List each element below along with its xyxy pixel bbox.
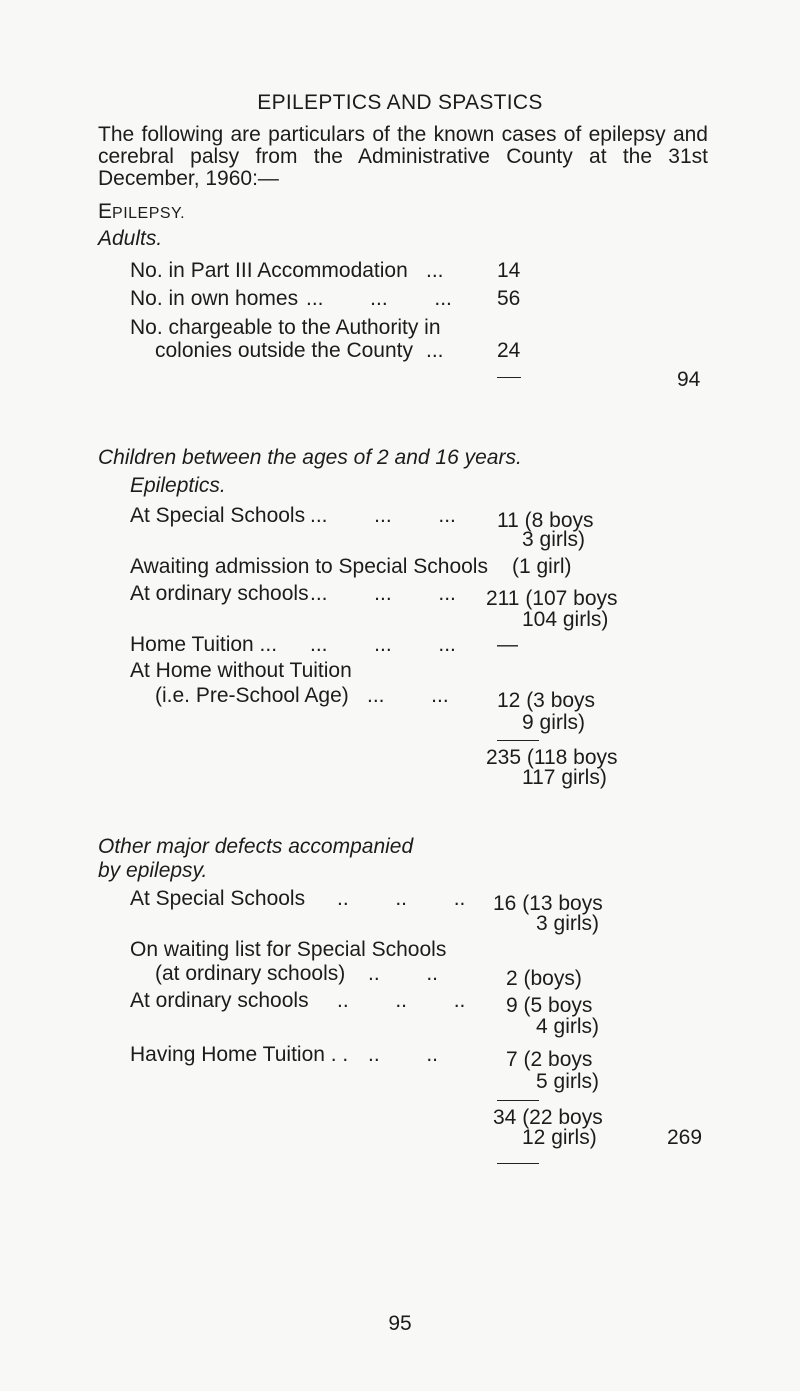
epilepsy-heading-initial: E — [98, 200, 113, 223]
adults-row-value: 14 — [497, 259, 521, 282]
children-row-label-cont: (i.e. Pre-School Age) — [155, 684, 349, 707]
other-row-dots: .. .. .. — [337, 887, 466, 910]
children-row-value: — — [497, 633, 518, 656]
other-row-label-cont: (at ordinary schools) — [155, 962, 346, 985]
children-row-value: 11 (8 boys — [497, 509, 594, 532]
other-row-value-cont: 5 girls) — [536, 1070, 600, 1093]
other-total-cont: 12 girls) — [522, 1126, 597, 1149]
children-row-value: (1 girl) — [512, 555, 572, 578]
children-row-label: At Special Schools — [130, 504, 306, 527]
adults-row-label-cont: colonies outside the County — [155, 339, 413, 362]
children-row-dots: ... ... — [367, 684, 449, 707]
children-row-value: 211 (107 boys — [486, 587, 618, 610]
other-row-value: 2 (boys) — [506, 967, 582, 990]
other-row-label: Having Home Tuition . . — [130, 1043, 349, 1066]
adults-row-value: 56 — [497, 287, 521, 310]
other-row-label: At ordinary schools — [130, 989, 309, 1012]
children-row-label: At Home without Tuition — [130, 659, 352, 682]
other-subtotal-rule — [497, 1100, 539, 1101]
children-row-value-cont: 3 girls) — [522, 528, 586, 551]
children-row-dots: ... ... ... — [310, 504, 456, 527]
page-number: 95 — [388, 1312, 412, 1335]
other-row-label: On waiting list for Special Schools — [130, 938, 447, 961]
other-row-dots: .. .. .. — [337, 989, 466, 1012]
epilepsy-heading — [98, 201, 185, 222]
children-row-dots: ... ... ... — [310, 582, 456, 605]
children-row-value: 12 (3 boys — [497, 689, 596, 712]
other-row-value-cont: 4 girls) — [536, 1015, 600, 1038]
children-row-value-cont: 104 girls) — [522, 608, 609, 631]
children-row-label: Awaiting admission to Special Schools — [130, 555, 488, 578]
adults-subtotal-rule — [497, 377, 521, 378]
other-total: 34 (22 boys — [493, 1106, 603, 1129]
other-row-value: 7 (2 boys — [506, 1048, 593, 1071]
adults-heading: Adults. — [98, 227, 163, 250]
other-row-label: At Special Schools — [130, 887, 306, 910]
other-row-value-cont: 3 girls) — [536, 912, 600, 935]
adults-total: 94 — [677, 368, 701, 391]
children-heading: Children between the ages of 2 and 16 years. — [98, 446, 522, 469]
other-row-dots: .. .. — [368, 962, 439, 985]
children-subtotal-rule — [497, 740, 539, 741]
children-total: 235 (118 boys — [486, 746, 618, 769]
adults-row-label: No. in own homes — [130, 287, 299, 310]
epilepsy-heading-rest: PILEPSY. — [112, 205, 186, 222]
other-row-value: 16 (13 boys — [493, 892, 603, 915]
adults-row-value: 24 — [497, 339, 521, 362]
adults-row-label: No. in Part III Accommodation — [130, 259, 408, 282]
epileptics-subheading: Epileptics. — [130, 474, 226, 497]
other-defects-heading-cont: by epilepsy. — [98, 859, 208, 882]
other-row-dots: .. .. — [368, 1043, 439, 1066]
other-defects-heading: Other major defects accompanied — [98, 835, 414, 858]
adults-row-dots: ... — [426, 339, 444, 362]
children-row-label: At ordinary schools — [130, 582, 309, 605]
intro-paragraph: The following are particulars of the known cases of epilepsy and cerebral palsy from the Administrative County at the 31st December, 1960:— — [98, 123, 708, 190]
page-title: EPILEPTICS AND SPASTICS — [257, 91, 543, 114]
other-row-value: 9 (5 boys — [506, 994, 593, 1017]
grand-total-rule — [497, 1163, 539, 1164]
adults-row-label: No. chargeable to the Authority in — [130, 316, 441, 339]
adults-row-dots: ... ... ... — [306, 287, 452, 310]
children-row-value-cont: 9 girls) — [522, 711, 586, 734]
children-total-cont: 117 girls) — [522, 766, 607, 789]
adults-row-dots: ... — [426, 259, 444, 282]
children-row-label: Home Tuition ... — [130, 633, 278, 656]
grand-total: 269 — [667, 1126, 703, 1149]
children-row-dots: ... ... ... — [310, 633, 456, 656]
